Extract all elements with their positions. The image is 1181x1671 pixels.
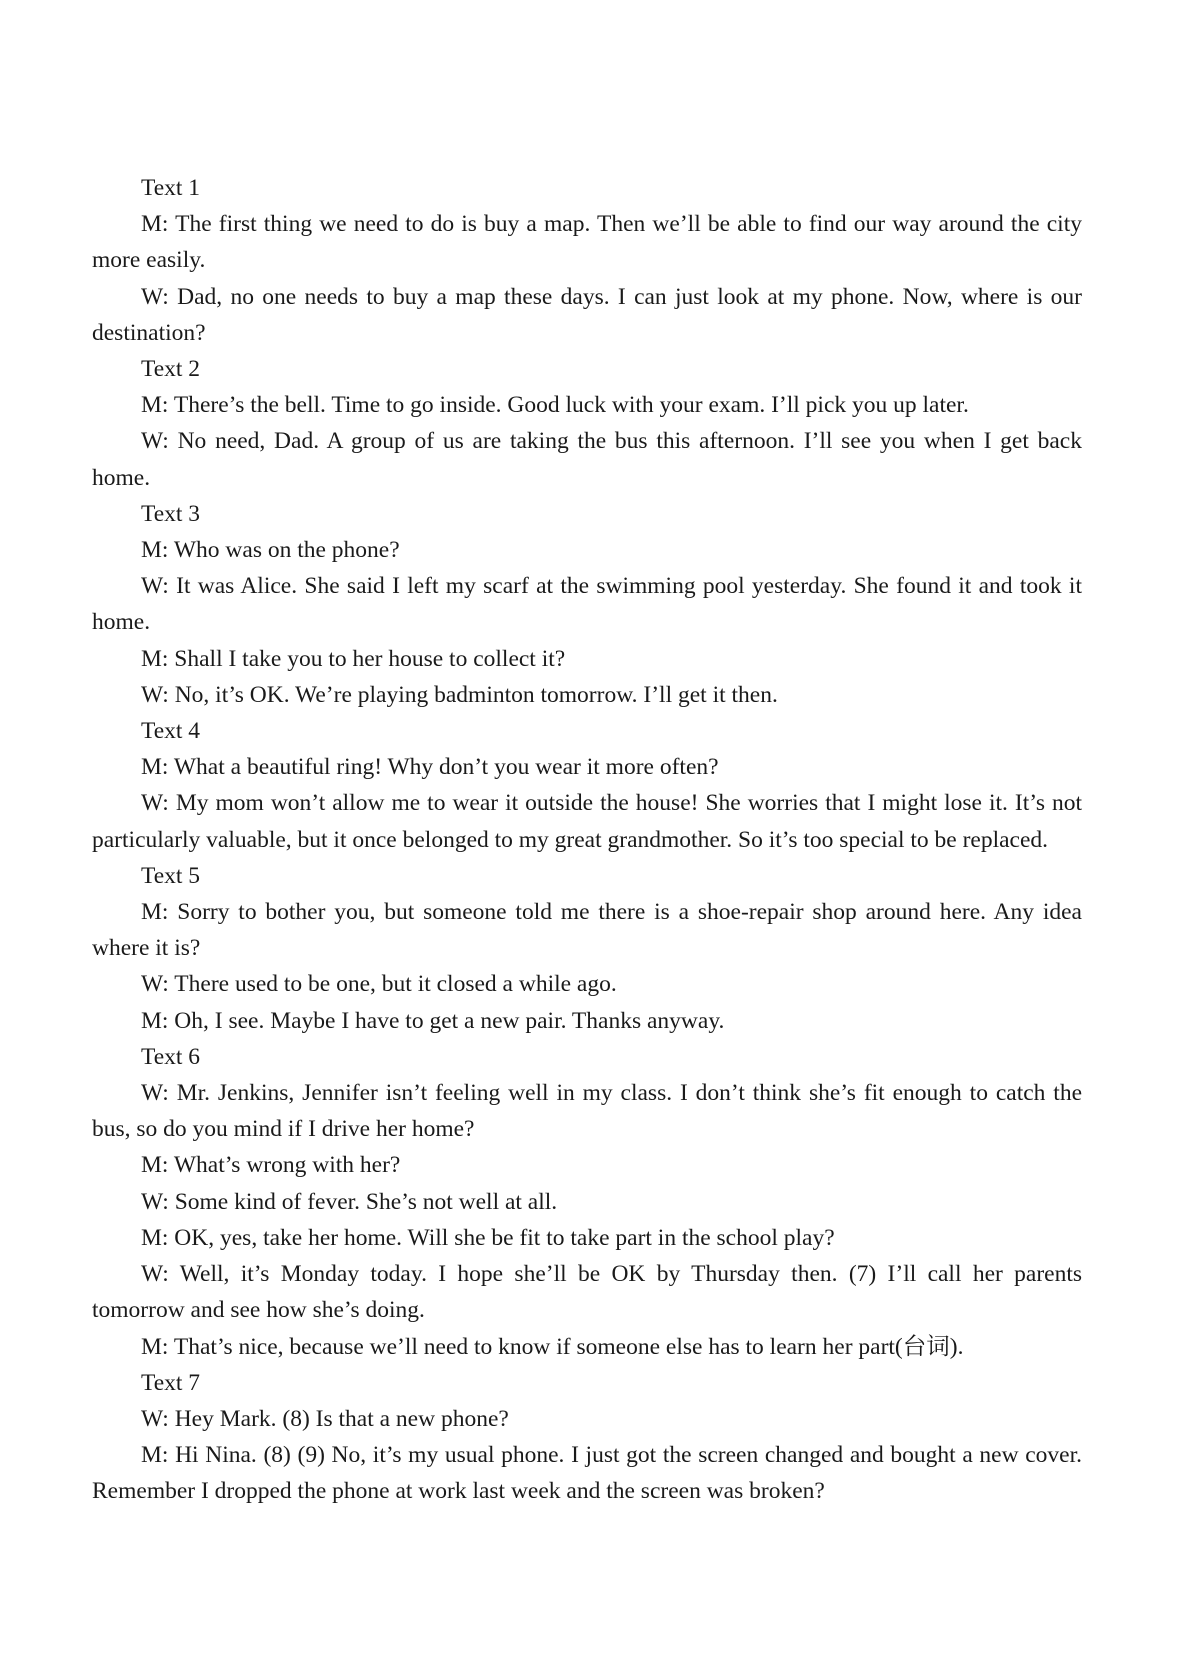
section-heading: Text 7 — [141, 1369, 201, 1396]
section-text-4 — [92, 713, 1082, 858]
dialogue-line: W: Mr. Jenkins, Jennifer isn’t feeling well in my class. I don’t think she’s fit enough to catch the bus, so do you mind if I drive her home? — [92, 1080, 1082, 1143]
dialogue-line: M: What’s wrong with her? — [141, 1152, 401, 1179]
dialogue-line: W: No, it’s OK. We’re playing badminton tomorrow. I’ll get it then. — [141, 681, 778, 708]
dialogue-line: M: Hi Nina. (8) (9) No, it’s my usual phone. I just got the screen changed and bought a new cover. Remember I dropped the phone at work last week and the screen was broken? — [92, 1442, 1082, 1505]
dialogue-line: W: It was Alice. She said I left my scarf at the swimming pool yesterday. She found it and took it home. — [92, 573, 1082, 636]
dialogue-line: M: Sorry to bother you, but someone told me there is a shoe-repair shop around here. Any idea where it is? — [92, 899, 1082, 962]
dialogue-line: W: Hey Mark. (8) Is that a new phone? — [141, 1405, 509, 1432]
dialogue-line: M: Who was on the phone? — [141, 537, 400, 564]
dialogue-line: W: My mom won’t allow me to wear it outside the house! She worries that I might lose it. It’s not particularly valuable, but it once belonged to my great grandmother. So it’s too special to be replaced. — [92, 790, 1082, 853]
dialogue-line: M: There’s the bell. Time to go inside. Good luck with your exam. I’ll pick you up later. — [141, 392, 969, 419]
section-heading: Text 4 — [141, 718, 201, 745]
dialogue-line: M: That’s nice, because we’ll need to know if someone else has to learn her part(台词). — [141, 1333, 964, 1360]
section-text-1 — [92, 170, 1082, 351]
dialogue-line: M: OK, yes, take her home. Will she be fit to take part in the school play? — [141, 1224, 835, 1251]
section-heading: Text 3 — [141, 500, 201, 527]
dialogue-line: M: Oh, I see. Maybe I have to get a new pair. Thanks anyway. — [141, 1007, 725, 1034]
dialogue-line: M: Shall I take you to her house to collect it? — [141, 645, 566, 672]
section-text-6 — [92, 1039, 1082, 1365]
section-text-3 — [92, 496, 1082, 713]
section-heading: Text 6 — [141, 1043, 201, 1070]
section-text-2 — [92, 351, 1082, 496]
dialogue-line: M: What a beautiful ring! Why don’t you wear it more often? — [141, 754, 719, 781]
dialogue-line: W: Dad, no one needs to buy a map these days. I can just look at my phone. Now, where is our destination? — [92, 283, 1082, 346]
section-text-7 — [92, 1365, 1082, 1510]
dialogue-line: M: The first thing we need to do is buy a map. Then we’ll be able to find our way around the city more easily. — [92, 211, 1082, 274]
dialogue-line: W: Well, it’s Monday today. I hope she’ll be OK by Thursday then. (7) I’ll call her parents tomorrow and see how she’s doing. — [92, 1261, 1082, 1324]
section-heading: Text 5 — [141, 862, 201, 889]
section-heading: Text 2 — [141, 356, 201, 383]
dialogue-line: W: There used to be one, but it closed a while ago. — [141, 971, 617, 998]
dialogue-line: W: No need, Dad. A group of us are taking the bus this afternoon. I’ll see you when I get back home. — [92, 428, 1082, 491]
section-text-5 — [92, 858, 1082, 1039]
section-heading: Text 1 — [141, 175, 201, 201]
transcript-document — [92, 170, 1082, 1510]
dialogue-line: W: Some kind of fever. She’s not well at all. — [141, 1188, 558, 1215]
